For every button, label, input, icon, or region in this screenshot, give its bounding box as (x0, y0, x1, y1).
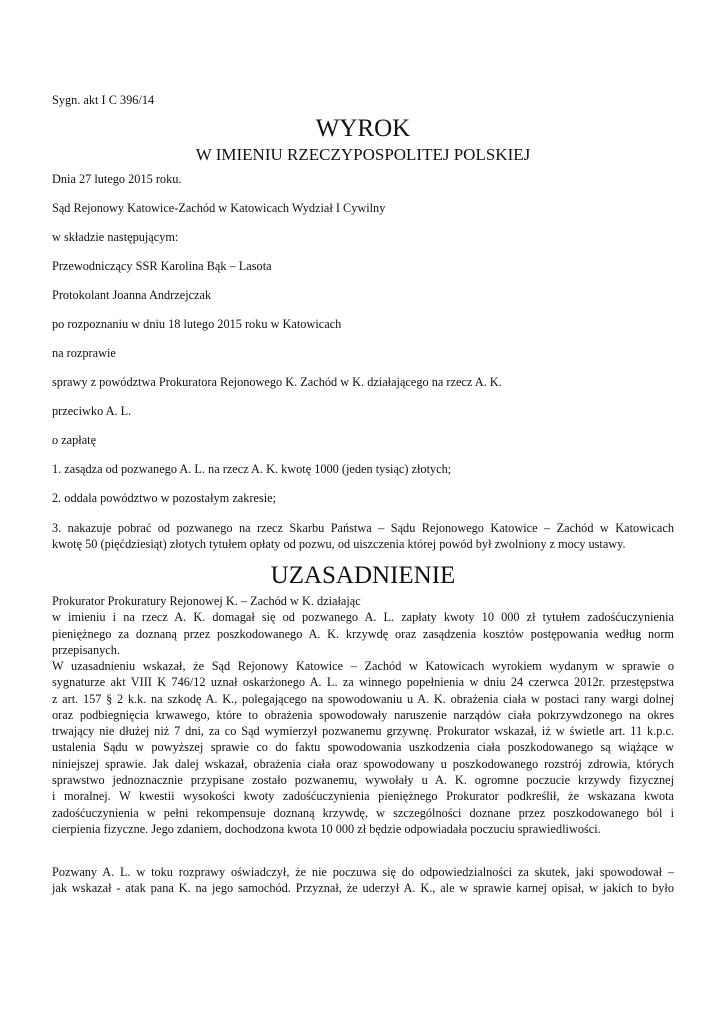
case-description: sprawy z powództwa Prokuratora Rejonowego K. Zachód w K. działającego na rzecz A. K. (52, 375, 502, 389)
justification-paragraph-3 (52, 864, 674, 897)
paragraph-line: zadośćuczynienia w pełni rekompensuje doznaną krzywdę, w szczególności doznane przez poszkodowanego ból i (52, 805, 674, 820)
paragraph-line: niniejszej sprawie. Jak dalej wskazał, obrażenia ciała oraz spowodowany u poszkodowanego rozstrój zdrowia, których (52, 756, 674, 771)
document-subtitle: W IMIENIU RZECZYPOSPOLITEJ POLSKIEJ (195, 145, 531, 164)
paragraph-line: jak wskazał - atak pana K. na jego samochód. Przyznał, że uderzył A. K., ale w sprawie karnej opisał, w jakich to było (52, 881, 674, 896)
court-name: Sąd Rejonowy Katowice-Zachód w Katowicach Wydział I Cywilny (52, 201, 386, 215)
paragraph-line: Prokurator Prokuratury Rejonowej K. – Zachód w K. działając (52, 594, 361, 608)
paragraph-line: sygnaturze akt VIII K 746/12 uznał oskarżonego A. L. za winnego popełnienia w dniu 24 czerwca 2012r. przestępstwa (52, 675, 674, 690)
paragraph-line: trwający nie dłużej niż 7 dni, za co Sąd wymierzył pozwanemu grzywnę. Prokurator wskazał, iż w świetle art. 11 k.p.c. (52, 724, 674, 739)
verdict-item-2: 2. oddala powództwo w pozostałym zakresie; (52, 491, 277, 505)
hearing-label: na rozprawie (52, 346, 116, 360)
paragraph-line: pieniężnego za doznaną przez poszkodowanego A. K. krzywdę oraz zasądzenia kosztów postępowania według norm (52, 626, 674, 641)
paragraph-line: i moralnej. W kwestii wysokości kwoty zadośćuczynienia pieniężnego Prokurator podkreślił, że wskazana kwota (52, 789, 674, 804)
hearing-date: po rozpoznaniu w dniu 18 lutego 2015 roku w Katowicach (52, 317, 342, 331)
paragraph-line: przepisanych. (52, 642, 120, 657)
presiding-judge: Przewodniczący SSR Karolina Bąk – Lasota (52, 259, 272, 273)
composition-label: w składzie następującym: (52, 230, 179, 244)
verdict-item-1: 1. zasądza od pozwanego A. L. na rzecz A. K. kwotę 1000 (jeden tysiąc) złotych; (52, 462, 452, 476)
defendant: przeciwko A. L. (52, 404, 132, 418)
paragraph-line: oraz podbiegnięcia krwawego, które to obrażenia spowodowały naruszenie narządów ciała pokrzywdzonego na okres (52, 707, 674, 722)
court-clerk: Protokolant Joanna Andrzejczak (52, 288, 212, 302)
document-title: WYROK (315, 115, 411, 142)
paragraph-line: w imieniu i na rzecz A. K. domagał się od pozwanego A. L. zapłaty kwoty 10 000 zł tytułem zadośćuczynienia (52, 610, 674, 625)
paragraph-line: Pozwany A. L. w toku rozprawy oświadczył, że nie poczuwa się do odpowiedzialności za skutek, jaki spowodował – (52, 865, 674, 879)
justification-title: UZASADNIENIE (270, 562, 456, 589)
paragraph-line: z art. 157 § 2 k.k. na szkodę A. K., polegającego na spowodowaniu u A. K. obrażenia ciała w postaci rany wargi dolnej (52, 691, 674, 706)
case-signature: Sygn. akt I C 396/14 (52, 93, 155, 107)
verdict-item-3 (52, 520, 674, 553)
paragraph-line: ustalenia Sądu w powyższej sprawie co do faktu spowodowania uszkodzenia ciała poszkodowanego są wiążące w (52, 740, 674, 755)
verdict-item-3-line: kwotę 50 (pięćdziesiąt) złotych tytułem opłaty od pozwu, od uiszczenia której powód był zwolniony z mocy ustawy. (52, 537, 626, 552)
verdict-date: Dnia 27 lutego 2015 roku. (52, 172, 182, 186)
case-subject: o zapłatę (52, 433, 97, 447)
paragraph-line: cierpienia fizyczne. Jego zdaniem, dochodzona kwota 10 000 zł będzie odpowiadała poczuciu sprawiedliwości. (52, 821, 601, 836)
paragraph-line: sprawstwo jednoznacznie przypisane zostało pozwanemu, wywołały u A. K. ogromne poczucie krzywdy fizycznej (52, 773, 674, 788)
justification-paragraph-1 (52, 593, 674, 658)
verdict-item-3-line: 3. nakazuje pobrać od pozwanego na rzecz Skarbu Państwa – Sądu Rejonowego Katowice – Zachód w Katowicach (52, 521, 674, 535)
paragraph-line: W uzasadnieniu wskazał, że Sąd Rejonowy Katowice – Zachód w Katowicach wyrokiem wydanym w sprawie o (52, 659, 674, 673)
justification-paragraph-2 (52, 658, 674, 837)
